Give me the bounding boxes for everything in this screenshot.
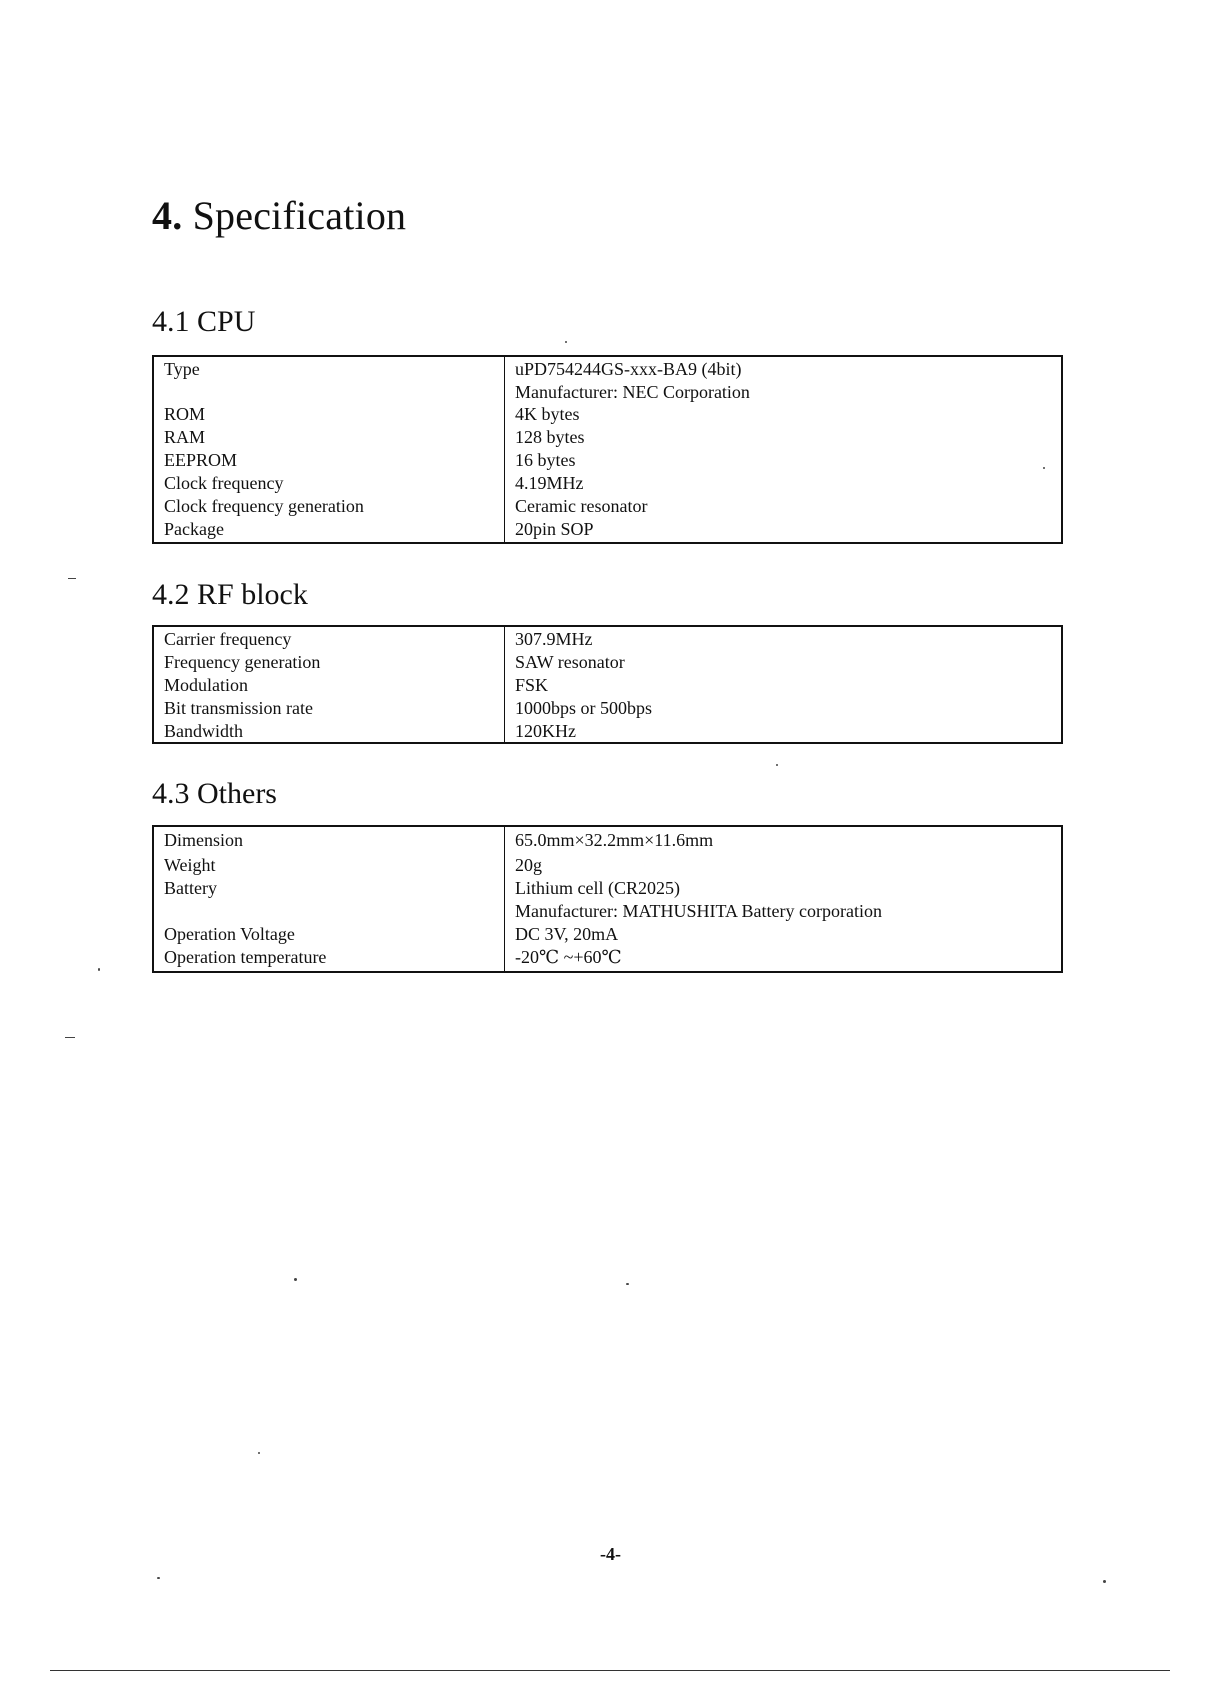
row-value: Ceramic resonator: [515, 496, 648, 516]
row-value: Lithium cell (CR2025): [515, 878, 680, 898]
row-label: Operation Voltage: [164, 924, 295, 944]
others-spec-table: [152, 825, 1063, 973]
row-value-secondary: Manufacturer: NEC Corporation: [515, 382, 750, 402]
page-heading: [152, 192, 406, 239]
table-row: [154, 426, 1061, 450]
row-label: Package: [164, 519, 224, 539]
page-number: -4-: [600, 1544, 621, 1564]
table-row: [154, 628, 1061, 652]
row-value: 4K bytes: [515, 404, 580, 424]
row-label: Bandwidth: [164, 721, 243, 741]
row-label: Operation temperature: [164, 947, 327, 967]
row-value: 65.0mm×32.2mm×11.6mm: [515, 830, 714, 850]
row-value: 1000bps or 500bps: [515, 698, 653, 718]
cpu-spec-table: [152, 355, 1063, 544]
row-label: Battery: [164, 878, 217, 898]
row-value: 20g: [515, 855, 542, 875]
row-label: Frequency generation: [164, 652, 321, 672]
row-label: Clock frequency generation: [164, 496, 364, 516]
row-label: Clock frequency: [164, 473, 284, 493]
row-value: FSK: [515, 675, 549, 695]
heading-title: Specification: [192, 193, 407, 238]
row-value: 120KHz: [515, 721, 576, 741]
row-label: EEPROM: [164, 450, 238, 470]
row-label: Carrier frequency: [164, 629, 292, 649]
row-value: DC 3V, 20mA: [515, 924, 619, 944]
row-value: 20pin SOP: [515, 519, 594, 539]
table-row: [154, 877, 1061, 921]
row-value: 307.9MHz: [515, 629, 593, 649]
row-label: ROM: [164, 404, 206, 424]
scan-speck: [294, 1278, 297, 1281]
table-row: [154, 449, 1061, 473]
table-row: [154, 674, 1061, 698]
row-value: -20℃ ~+60℃: [515, 947, 622, 967]
row-label: Weight: [164, 855, 216, 875]
table-row: [154, 651, 1061, 675]
table-row: [154, 697, 1061, 721]
scan-speck: [1103, 1580, 1106, 1583]
scan-speck: [565, 341, 567, 343]
scan-speck: [1043, 467, 1045, 469]
section-title-others: 4.3 Others: [152, 777, 277, 810]
heading-number: 4.: [152, 193, 183, 238]
row-label: Modulation: [164, 675, 248, 695]
row-value-secondary: Manufacturer: MATHUSHITA Battery corporation: [515, 901, 882, 921]
table-row: [154, 358, 1061, 402]
scan-speck: [776, 764, 778, 766]
section-title-cpu: 4.1 CPU: [152, 305, 256, 338]
table-row: [154, 923, 1061, 947]
table-row: [154, 518, 1061, 542]
table-row: [154, 829, 1061, 853]
scan-speck: [98, 968, 100, 971]
row-value: 4.19MHz: [515, 473, 584, 493]
scan-speck: [65, 1037, 75, 1038]
rf-spec-table: [152, 625, 1063, 744]
row-value: 16 bytes: [515, 450, 576, 470]
table-row: [154, 403, 1061, 427]
scan-speck: [68, 578, 76, 579]
row-label: Bit transmission rate: [164, 698, 313, 718]
table-row: [154, 720, 1061, 744]
row-value: uPD754244GS-xxx-BA9 (4bit): [515, 359, 742, 379]
table-row: [154, 495, 1061, 519]
row-value: 128 bytes: [515, 427, 585, 447]
row-label: Type: [164, 359, 200, 379]
scan-bottom-rule: [50, 1670, 1170, 1671]
table-row: [154, 472, 1061, 496]
row-value: SAW resonator: [515, 652, 625, 672]
row-label: Dimension: [164, 830, 243, 850]
table-row: [154, 854, 1061, 878]
table-row: [154, 946, 1061, 970]
row-label: RAM: [164, 427, 206, 447]
scan-speck: [157, 1577, 160, 1579]
scan-speck: [258, 1452, 260, 1454]
section-title-rf-block: 4.2 RF block: [152, 578, 308, 611]
scan-speck: [626, 1283, 629, 1285]
